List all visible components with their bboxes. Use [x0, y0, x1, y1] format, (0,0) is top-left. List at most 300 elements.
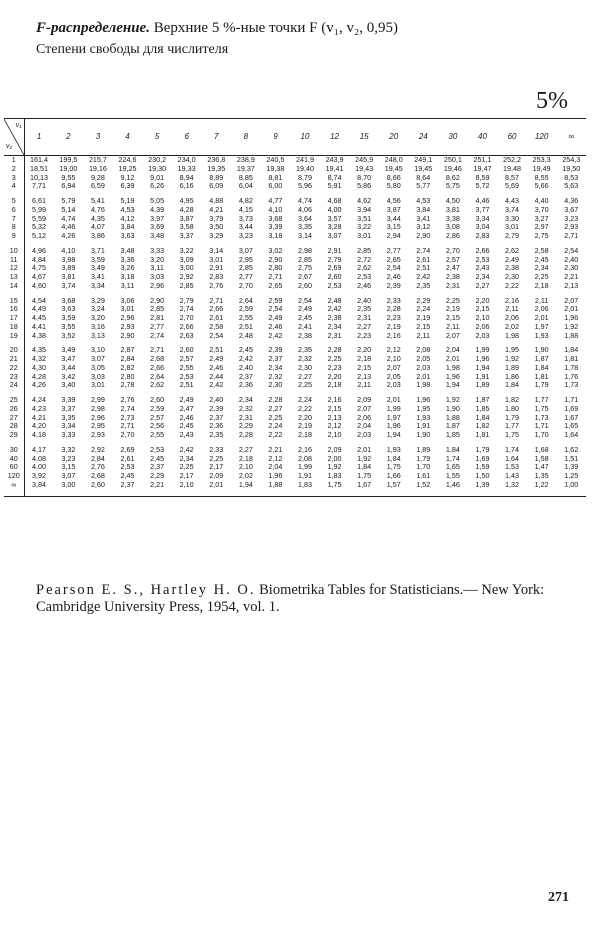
table-cell: 1,95	[505, 345, 520, 355]
table-cell: 2,35	[416, 281, 431, 290]
table-cell: 2,13	[327, 413, 342, 422]
table-cell: 3,89	[61, 264, 76, 273]
table-cell: 2,79	[505, 232, 520, 240]
table-cell: 1,89	[475, 381, 490, 390]
table-cell: 1,69	[475, 454, 490, 463]
table-cell: 2,46	[357, 281, 372, 290]
table-cell: 2,96	[120, 314, 135, 322]
table-cell: 1,78	[564, 363, 579, 372]
table-cell: 5,72	[475, 182, 490, 191]
table-cell: 2,17	[209, 463, 224, 472]
table-row	[4, 422, 586, 431]
table-cell: 2,48	[327, 295, 342, 305]
table-header-row	[4, 119, 586, 156]
table-cell: 4,17	[32, 444, 47, 454]
row-label: 16	[4, 305, 24, 314]
table-cell: 3,20	[150, 255, 165, 264]
reference-title: Biometrika Tables for Statisticians.— New York: Cambridge University Press, 1954, vol. 1.	[36, 582, 545, 615]
table-row	[4, 264, 586, 273]
table-cell: 2,35	[357, 305, 372, 314]
table-cell: 8,85	[238, 173, 253, 182]
table-cell: 2,12	[386, 345, 401, 355]
table-cell: 3,29	[209, 232, 224, 240]
row-label: 18	[4, 323, 24, 332]
table-cell: 2,77	[150, 322, 165, 331]
table-cell: 3,64	[297, 214, 312, 223]
table-cell: 2,27	[238, 444, 253, 454]
table-cell: 3,48	[120, 245, 135, 255]
table-cell: 2,09	[327, 444, 342, 454]
table-cell: 2,54	[268, 305, 283, 314]
table-row	[4, 191, 586, 206]
table-cell: 2,37	[238, 372, 253, 381]
table-cell: 2,23	[357, 331, 372, 340]
table-cell: 2,03	[416, 363, 431, 372]
table-cell: 4,74	[61, 214, 76, 223]
table-cell: 252,2	[503, 155, 522, 164]
table-cell: 3,47	[61, 355, 76, 363]
row-label: 22	[4, 364, 24, 373]
column-header: 20	[379, 119, 409, 156]
table-cell: 4,15	[238, 205, 253, 214]
table-cell: 1,61	[416, 472, 431, 480]
table-cell: 19,50	[562, 164, 581, 173]
row-label: 8	[4, 223, 24, 232]
table-cell: 2,86	[445, 232, 460, 240]
table-row	[4, 405, 586, 414]
table-cell: 1,93	[416, 413, 431, 422]
table-cell: 4,67	[32, 273, 47, 281]
percent-label: 5%	[536, 88, 568, 114]
table-cell: 2,48	[238, 331, 253, 340]
table-cell: 19,35	[207, 164, 226, 173]
table-cell: 1,62	[564, 444, 579, 454]
table-cell: 243,9	[325, 155, 344, 164]
column-header: 7	[201, 119, 231, 156]
table-cell: 2,32	[268, 372, 283, 381]
table-cell: 2,74	[150, 331, 165, 340]
table-cell: 2,08	[416, 345, 431, 355]
table-cell: 2,90	[416, 232, 431, 240]
table-cell: 2,64	[150, 372, 165, 381]
table-cell: 3,11	[150, 264, 164, 273]
table-cell: 2,05	[386, 372, 401, 381]
table-cell: 3,35	[297, 223, 312, 232]
table-cell: 3,16	[90, 322, 105, 331]
table-cell: 2,53	[150, 444, 165, 454]
table-cell: 3,07	[327, 232, 342, 240]
table-cell: 1,74	[505, 444, 520, 454]
table-cell: 6,61	[32, 196, 47, 205]
row-label: 13	[4, 273, 24, 282]
table-cell: 2,60	[150, 395, 165, 404]
table-cell: 19,33	[177, 164, 196, 173]
table-cell: 2,83	[209, 273, 224, 281]
table-cell: 3,32	[61, 444, 76, 454]
table-cell: 1,39	[564, 463, 579, 472]
table-cell: 2,16	[297, 444, 312, 454]
table-cell: 3,34	[90, 281, 105, 290]
table-cell: 2,61	[416, 255, 431, 264]
table-cell: 2,99	[90, 395, 105, 404]
table-cell: 3,87	[386, 205, 401, 214]
table-cell: 2,93	[90, 431, 105, 439]
column-header: 1	[24, 119, 54, 156]
table-cell: 2,12	[327, 422, 342, 431]
table-row	[4, 440, 586, 455]
table-cell: 2,66	[475, 245, 490, 255]
table-cell: 1,75	[505, 431, 520, 439]
table-cell: 19,41	[325, 164, 344, 173]
table-cell: 3,59	[61, 314, 76, 322]
table-cell: 8,53	[564, 173, 579, 182]
table-cell: 3,84	[24, 481, 54, 496]
table-cell: 2,77	[386, 245, 401, 255]
table-cell: 2,91	[327, 245, 342, 255]
table-cell: 2,37	[150, 463, 165, 472]
table-cell: 4,56	[386, 196, 401, 205]
table-cell: 2,21	[564, 273, 579, 281]
table-cell: 6,09	[209, 182, 224, 191]
row-label: 20	[4, 340, 24, 355]
table-cell: 2,76	[120, 395, 135, 404]
table-cell: 1,77	[505, 422, 520, 431]
table-cell: 2,09	[209, 472, 224, 480]
table-cell: 2,25	[179, 463, 194, 472]
table-cell: 9,28	[90, 173, 105, 182]
table-row	[4, 431, 586, 440]
table-cell: 2,22	[505, 281, 520, 290]
table-cell: 2,23	[386, 314, 401, 322]
table-cell: 2,64	[238, 295, 253, 305]
row-label: 10	[4, 241, 24, 256]
table-cell: 3,77	[475, 205, 490, 214]
table-cell: 2,62	[357, 264, 372, 273]
table-cell: 2,37	[268, 355, 283, 363]
table-cell: 4,46	[475, 196, 490, 205]
table-cell: 2,15	[327, 404, 342, 413]
table-cell: 2,38	[297, 331, 312, 340]
table-cell: 3,09	[179, 255, 194, 264]
table-cell: 8,59	[475, 173, 490, 182]
table-cell: 19,16	[88, 164, 107, 173]
table-cell: 1,73	[564, 381, 579, 390]
table-cell: 2,47	[445, 264, 460, 273]
table-cell: 3,57	[327, 214, 342, 223]
table-cell: 4,36	[564, 196, 579, 205]
table-cell: 3,50	[209, 223, 224, 232]
table-cell: 2,21	[268, 444, 283, 454]
table-cell: 2,01	[201, 481, 231, 496]
table-row	[4, 256, 586, 265]
page-title	[36, 20, 398, 37]
table-cell: 4,53	[120, 205, 135, 214]
table-cell: 4,00	[327, 205, 342, 214]
table-cell: 2,27	[297, 372, 312, 381]
table-cell: 2,06	[505, 314, 520, 322]
column-header: 12	[320, 119, 350, 156]
column-header: 8	[231, 119, 261, 156]
table-cell: 3,68	[61, 295, 76, 305]
table-cell: 3,04	[475, 223, 490, 232]
table-cell: 224,6	[118, 155, 137, 164]
table-cell: 19,38	[266, 164, 285, 173]
table-cell: 2,22	[268, 431, 283, 439]
table-cell: 3,41	[416, 214, 431, 223]
table-cell: 5,77	[416, 182, 431, 191]
table-cell: 4,96	[32, 245, 47, 255]
table-cell: 1,94	[475, 363, 490, 372]
table-cell: 1,96	[386, 422, 401, 431]
table-cell: 5,80	[386, 182, 401, 191]
table-cell: 2,06	[534, 305, 549, 314]
table-cell: 2,38	[327, 314, 342, 322]
table-cell: 5,63	[564, 182, 579, 191]
table-cell: 2,34	[475, 273, 490, 281]
table-cell: 2,33	[209, 444, 224, 454]
row-label: 3	[4, 174, 24, 183]
table-cell: 2,65	[386, 255, 401, 264]
table-cell: 3,20	[90, 314, 105, 322]
table-cell: 2,17	[179, 472, 194, 480]
table-cell: 2,42	[238, 355, 253, 363]
table-cell: 2,84	[90, 454, 105, 463]
table-cell: 2,42	[268, 331, 283, 340]
column-header: ∞	[556, 119, 586, 156]
table-cell: 2,96	[150, 281, 165, 290]
table-cell: 2,03	[357, 431, 372, 439]
table-cell: 2,80	[268, 264, 283, 273]
table-cell: 2,71	[209, 295, 224, 305]
table-cell: 2,83	[475, 232, 490, 240]
row-label: 40	[4, 455, 24, 464]
table-cell: 2,62	[150, 381, 165, 390]
row-label: 25	[4, 390, 24, 405]
table-cell: 4,76	[90, 205, 105, 214]
table-cell: 2,24	[268, 422, 283, 431]
row-label: 15	[4, 291, 24, 306]
table-row	[4, 364, 586, 373]
table-cell: 2,19	[297, 422, 312, 431]
table-cell: 2,03	[475, 331, 490, 340]
table-cell: 3,35	[61, 413, 76, 422]
table-cell: 1,94	[386, 431, 401, 439]
table-cell: 4,84	[32, 255, 47, 264]
table-cell: 2,55	[150, 431, 165, 439]
table-cell: 4,26	[32, 381, 47, 390]
table-cell: 1,79	[505, 413, 520, 422]
table-cell: 1,92	[357, 454, 372, 463]
table-cell: 1,96	[416, 395, 431, 404]
table-cell: 3,55	[61, 322, 76, 331]
table-cell: 2,66	[179, 322, 194, 331]
table-row	[4, 340, 586, 355]
table-cell: 1,66	[386, 472, 401, 480]
table-cell: 19,37	[236, 164, 255, 173]
table-cell: 3,01	[209, 255, 224, 264]
table-cell: 2,59	[150, 404, 165, 413]
table-cell: 2,75	[534, 232, 549, 240]
table-cell: 2,28	[386, 305, 401, 314]
table-cell: 1,50	[475, 472, 490, 480]
reference-citation	[36, 582, 576, 616]
table-cell: 2,93	[564, 223, 579, 232]
table-cell: 5,99	[32, 205, 47, 214]
column-header: 60	[497, 119, 527, 156]
table-cell: 3,13	[90, 331, 105, 340]
table-cell: 1,75	[320, 481, 350, 496]
table-cell: 2,85	[297, 255, 312, 264]
table-cell: 1,64	[564, 431, 579, 439]
table-cell: 2,57	[445, 255, 460, 264]
table-cell: 2,23	[327, 363, 342, 372]
table-row	[4, 355, 586, 364]
table-cell: 1,79	[534, 381, 549, 390]
table-cell: 2,28	[327, 345, 342, 355]
table-cell: 3,07	[61, 472, 76, 480]
table-cell: 2,66	[209, 305, 224, 314]
table-cell: 3,40	[61, 381, 76, 390]
table-cell: 2,15	[416, 322, 431, 331]
table-cell: 1,91	[297, 472, 312, 480]
table-cell: 2,58	[209, 322, 224, 331]
table-cell: 1,87	[534, 355, 549, 363]
table-cell: 1,79	[416, 454, 431, 463]
table-row	[4, 223, 586, 232]
table-cell: 3,39	[268, 223, 283, 232]
table-cell: 1,87	[475, 395, 490, 404]
table-cell: 3,86	[90, 232, 105, 240]
table-cell: 1,71	[564, 395, 579, 404]
table-cell: 2,81	[150, 314, 165, 322]
table-cell: 2,95	[238, 255, 253, 264]
table-cell: 2,25	[297, 381, 312, 390]
table-cell: 1,59	[475, 463, 490, 472]
table-cell: 2,70	[238, 281, 253, 290]
table-cell: 2,53	[357, 273, 372, 281]
table-cell: 2,42	[327, 305, 342, 314]
table-cell: 2,00	[327, 454, 342, 463]
table-cell: 2,70	[445, 245, 460, 255]
table-cell: 2,69	[327, 264, 342, 273]
table-cell: 2,40	[564, 255, 579, 264]
table-cell: 8,64	[416, 173, 431, 182]
table-row	[4, 455, 586, 464]
table-cell: 3,33	[150, 245, 165, 255]
table-cell: 3,00	[179, 264, 194, 273]
table-cell: 3,36	[120, 255, 135, 264]
table-cell: 1,97	[386, 413, 401, 422]
table-cell: 1,90	[534, 345, 549, 355]
table-cell: 2,11	[446, 322, 460, 331]
table-cell: 4,77	[268, 196, 283, 205]
table-cell: 5,19	[120, 196, 135, 205]
table-cell: 3,18	[120, 273, 135, 281]
table-cell: 2,30	[268, 381, 283, 390]
table-cell: 2,54	[297, 295, 312, 305]
table-cell: 2,34	[238, 395, 253, 404]
table-cell: 1,70	[534, 431, 549, 439]
table-cell: 3,87	[179, 214, 194, 223]
table-cell: 8,66	[386, 173, 401, 182]
table-row	[4, 390, 586, 405]
table-cell: 1,99	[386, 404, 401, 413]
title-rest: Верхние 5 %-ные точки F (v₁, v₂, 0,95)	[149, 20, 398, 36]
table-cell: 6,16	[179, 182, 194, 191]
table-cell: 2,31	[357, 314, 372, 322]
table-cell: 2,31	[327, 331, 342, 340]
table-cell: 19,47	[473, 164, 492, 173]
table-cell: 4,88	[209, 196, 224, 205]
table-cell: 2,68	[150, 355, 165, 363]
table-cell: 2,30	[564, 264, 579, 273]
table-cell: 2,60	[297, 281, 312, 290]
table-cell: 2,28	[238, 431, 253, 439]
table-cell: 2,60	[83, 481, 113, 496]
table-cell: 19,48	[503, 164, 522, 173]
table-cell: 2,85	[179, 281, 194, 290]
table-cell: 2,46	[179, 413, 194, 422]
table-cell: 3,38	[445, 214, 460, 223]
table-cell: 19,40	[295, 164, 314, 173]
row-label: 9	[4, 232, 24, 241]
table-cell: 245,9	[355, 155, 374, 164]
table-cell: 3,01	[357, 232, 372, 240]
table-cell: 2,85	[238, 264, 253, 273]
table-cell: 4,45	[32, 314, 47, 322]
table-cell: 1,75	[357, 472, 372, 480]
table-cell: 234,0	[177, 155, 196, 164]
table-cell: 4,50	[445, 196, 460, 205]
table-row	[4, 182, 586, 191]
table-cell: 5,05	[150, 196, 165, 205]
table-cell: 2,19	[445, 305, 460, 314]
table-cell: 1,51	[564, 454, 579, 463]
table-cell: 3,44	[238, 223, 253, 232]
table-cell: 19,46	[443, 164, 462, 173]
table-cell: 1,82	[475, 422, 490, 431]
table-cell: 2,24	[297, 395, 312, 404]
table-cell: 2,18	[297, 431, 312, 439]
row-label: 1	[4, 156, 24, 165]
table-cell: 2,92	[179, 273, 194, 281]
table-cell: 1,96	[268, 472, 283, 480]
table-cell: 4,54	[32, 295, 47, 305]
table-cell: 2,57	[150, 413, 165, 422]
table-cell: 1,84	[357, 463, 372, 472]
table-cell: 4,41	[32, 322, 47, 331]
table-cell: 2,18	[327, 381, 342, 390]
table-cell: 2,18	[357, 355, 372, 363]
table-cell: 1,83	[290, 481, 320, 496]
table-cell: 9,12	[120, 173, 135, 182]
table-cell: 2,39	[268, 345, 283, 355]
column-header: 40	[468, 119, 498, 156]
table-cell: 2,60	[179, 345, 194, 355]
table-cell: 4,10	[268, 205, 283, 214]
table-cell: 1,76	[564, 372, 579, 381]
table-cell: 2,58	[534, 245, 549, 255]
table-cell: 2,49	[297, 305, 312, 314]
table-cell: 2,12	[268, 454, 283, 463]
table-cell: 2,61	[209, 314, 224, 322]
table-cell: 2,61	[120, 454, 135, 463]
table-cell: 2,54	[564, 245, 579, 255]
table-cell: 230,2	[148, 155, 167, 164]
table-cell: 4,53	[416, 196, 431, 205]
table-cell: 2,07	[357, 404, 372, 413]
table-cell: 241,9	[295, 155, 314, 164]
